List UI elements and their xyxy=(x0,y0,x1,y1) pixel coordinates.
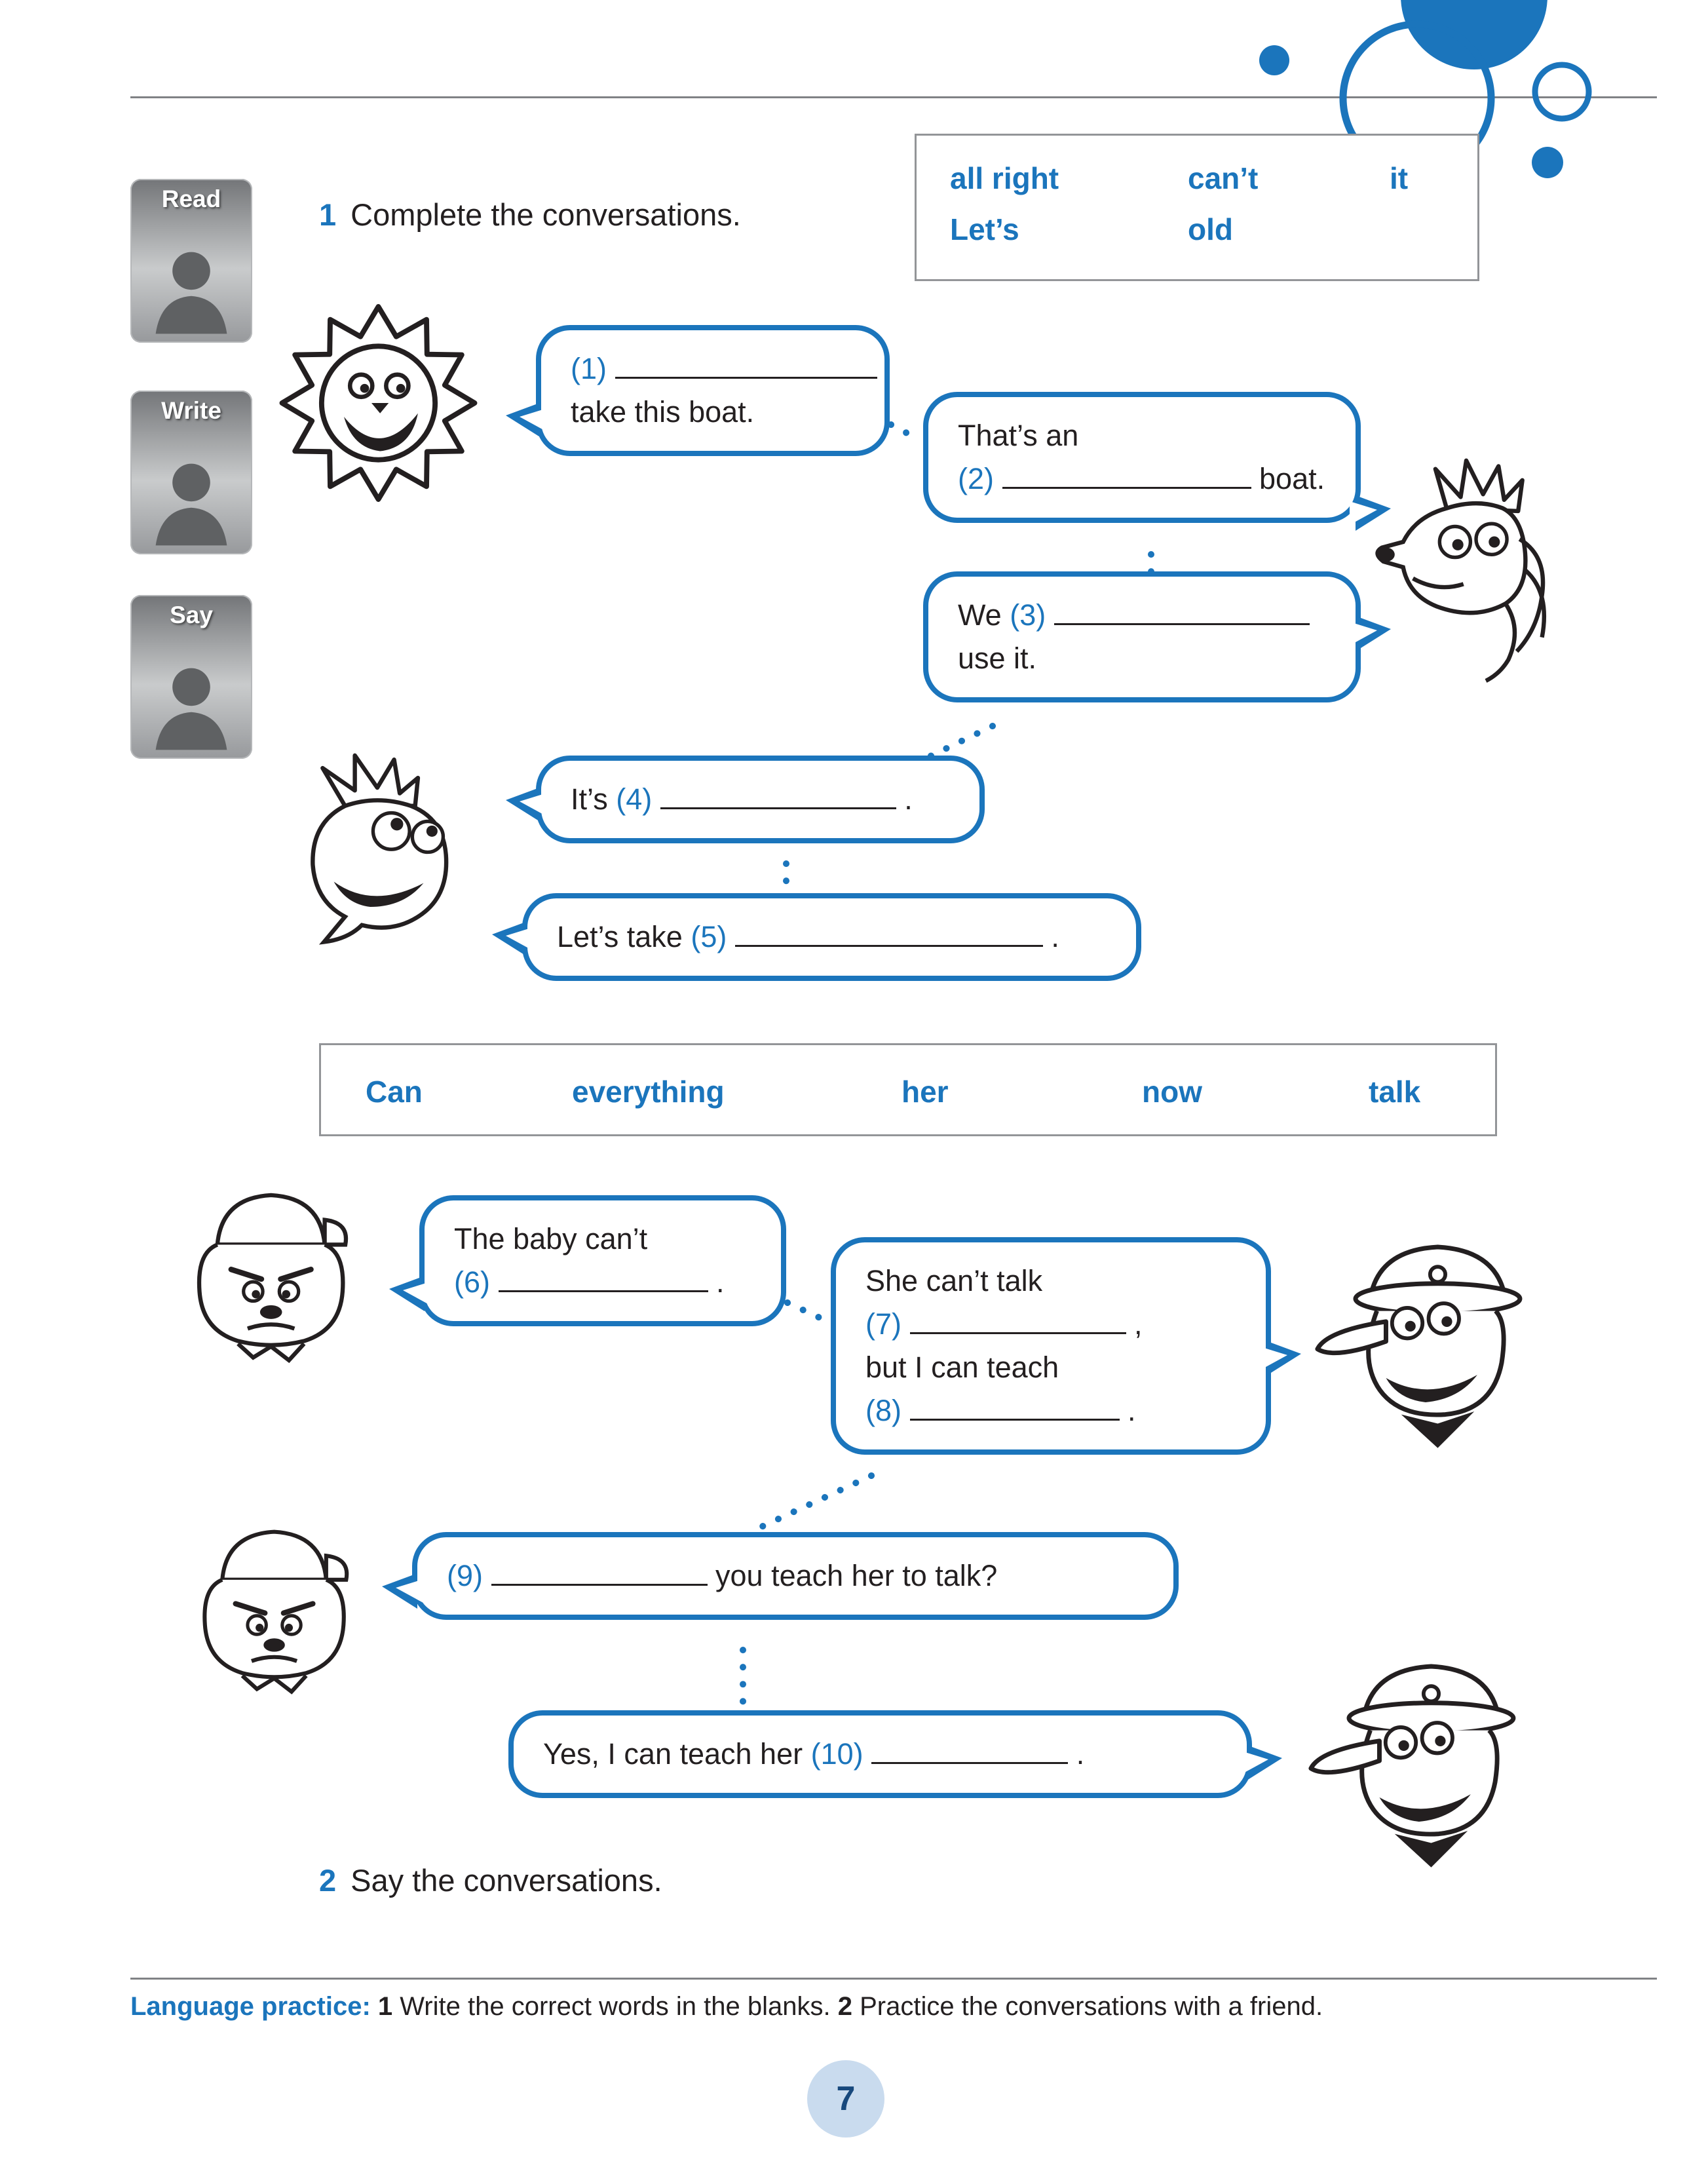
speech-bubble-1 xyxy=(536,325,890,456)
speech-bubble-8 xyxy=(412,1532,1179,1620)
speech-bubble-6 xyxy=(419,1195,786,1326)
blank-9-number: (9) xyxy=(447,1559,483,1592)
blank-line-7 xyxy=(910,1307,1126,1334)
write-badge xyxy=(130,391,252,554)
bubble-7-after2: . xyxy=(1128,1394,1136,1427)
read-badge xyxy=(130,179,252,343)
bubble-3-text: use it. xyxy=(958,642,1037,675)
say-character-photo xyxy=(139,645,244,759)
bubble-7-line3: but I can teach xyxy=(865,1351,1059,1384)
speech-bubble-7 xyxy=(831,1237,1271,1455)
blank-line-10 xyxy=(871,1737,1068,1764)
speech-bubble-4 xyxy=(536,756,985,843)
page-number-badge xyxy=(807,2060,884,2138)
speech-bubble-2 xyxy=(923,392,1361,523)
page-number: 7 xyxy=(836,2080,856,2118)
blank-10-number: (10) xyxy=(810,1737,863,1771)
blank-5-number: (5) xyxy=(691,920,727,953)
write-character-photo xyxy=(139,440,244,554)
lion-character-image xyxy=(275,292,482,514)
word-option: Can xyxy=(366,1075,423,1109)
bubble-4-pre: It’s xyxy=(571,782,608,816)
word-option: old xyxy=(1188,212,1233,246)
decorative-ring-small xyxy=(1535,65,1589,119)
blank-line-3 xyxy=(1054,598,1310,625)
word-option: now xyxy=(1142,1075,1202,1109)
bubble-5-pre: Let’s take xyxy=(557,920,683,953)
iguana-character-image xyxy=(280,747,477,957)
word-box-1 xyxy=(915,134,1479,281)
bubble-6-after: . xyxy=(716,1265,725,1299)
bubble-3-pre: We xyxy=(958,598,1002,632)
say-badge xyxy=(130,595,252,759)
read-badge-label: Read xyxy=(161,185,221,212)
decorative-dot xyxy=(1259,45,1289,75)
footer-step-1-text: Write the correct words in the blanks. xyxy=(400,1992,831,2021)
blank-line-2 xyxy=(1002,462,1251,489)
word-option: all right xyxy=(950,161,1059,195)
blank-6-number: (6) xyxy=(454,1265,490,1299)
bubble-8-text: you teach her to talk? xyxy=(715,1559,998,1592)
speech-bubble-3 xyxy=(923,571,1361,702)
word-option: everything xyxy=(572,1075,725,1109)
language-practice-label: Language practice: xyxy=(130,1992,371,2021)
bubble-4-after: . xyxy=(904,782,913,816)
exercise-2-title xyxy=(319,1862,662,1898)
blank-line-9 xyxy=(491,1559,708,1586)
bulldog-character-image xyxy=(165,1173,371,1373)
blank-2-number: (2) xyxy=(958,462,994,495)
decorative-circle xyxy=(1401,0,1547,69)
bubble-2-after: boat. xyxy=(1259,462,1325,495)
blank-line-1 xyxy=(615,352,877,379)
word-option: can’t xyxy=(1188,161,1259,195)
exercise-1-text: Complete the conversations. xyxy=(351,197,741,232)
word-option: Let’s xyxy=(950,212,1019,246)
dotted-connector xyxy=(891,425,920,440)
blank-line-6 xyxy=(499,1265,708,1292)
blank-7-number: (7) xyxy=(865,1307,901,1341)
blank-line-5 xyxy=(735,920,1043,947)
bubble-2-text: That’s an xyxy=(958,419,1079,452)
footer-step-2-number: 2 xyxy=(837,1992,852,2021)
exercise-1-title xyxy=(319,197,741,233)
blank-3-number: (3) xyxy=(1010,598,1046,632)
word-option: talk xyxy=(1369,1075,1421,1109)
exercise-2-number: 2 xyxy=(319,1863,337,1898)
captain-character-image xyxy=(1297,1648,1556,1892)
write-badge-label: Write xyxy=(161,397,221,424)
captain-character-image xyxy=(1304,1229,1563,1472)
bubble-5-after: . xyxy=(1051,920,1059,953)
bubble-7-after: , xyxy=(1134,1307,1143,1341)
blank-4-number: (4) xyxy=(616,782,653,816)
say-badge-label: Say xyxy=(170,602,213,628)
dotted-connector xyxy=(788,1303,827,1321)
language-practice-note xyxy=(130,1992,1323,2022)
bubble-1-text: take this boat. xyxy=(571,395,755,429)
bubble-9-pre: Yes, I can teach her xyxy=(543,1737,803,1771)
bubble-6-text: The baby can’t xyxy=(454,1222,648,1256)
word-box-2 xyxy=(319,1043,1497,1136)
blank-1-number: (1) xyxy=(571,352,607,385)
dotted-connector xyxy=(759,1476,871,1528)
blank-line-4 xyxy=(660,782,896,809)
decorative-dot xyxy=(1532,147,1563,178)
read-character-photo xyxy=(139,229,244,343)
bubble-9-after: . xyxy=(1076,1737,1085,1771)
exercise-1-number: 1 xyxy=(319,197,337,232)
word-option: it xyxy=(1390,161,1409,195)
blank-line-8 xyxy=(910,1394,1120,1421)
footer-step-2-text: Practice the conversations with a friend. xyxy=(860,1992,1323,2021)
top-rule xyxy=(130,96,1657,98)
footer-rule xyxy=(130,1978,1657,1980)
dog-character-image xyxy=(1368,452,1565,691)
footer-step-1-number: 1 xyxy=(377,1992,393,2021)
bubble-7-line1: She can’t talk xyxy=(865,1264,1043,1297)
bulldog-character-image xyxy=(172,1510,371,1704)
word-option: her xyxy=(901,1075,949,1109)
speech-bubble-9 xyxy=(508,1710,1252,1798)
blank-8-number: (8) xyxy=(865,1394,901,1427)
speech-bubble-5 xyxy=(522,893,1141,981)
exercise-2-text: Say the conversations. xyxy=(351,1863,662,1898)
